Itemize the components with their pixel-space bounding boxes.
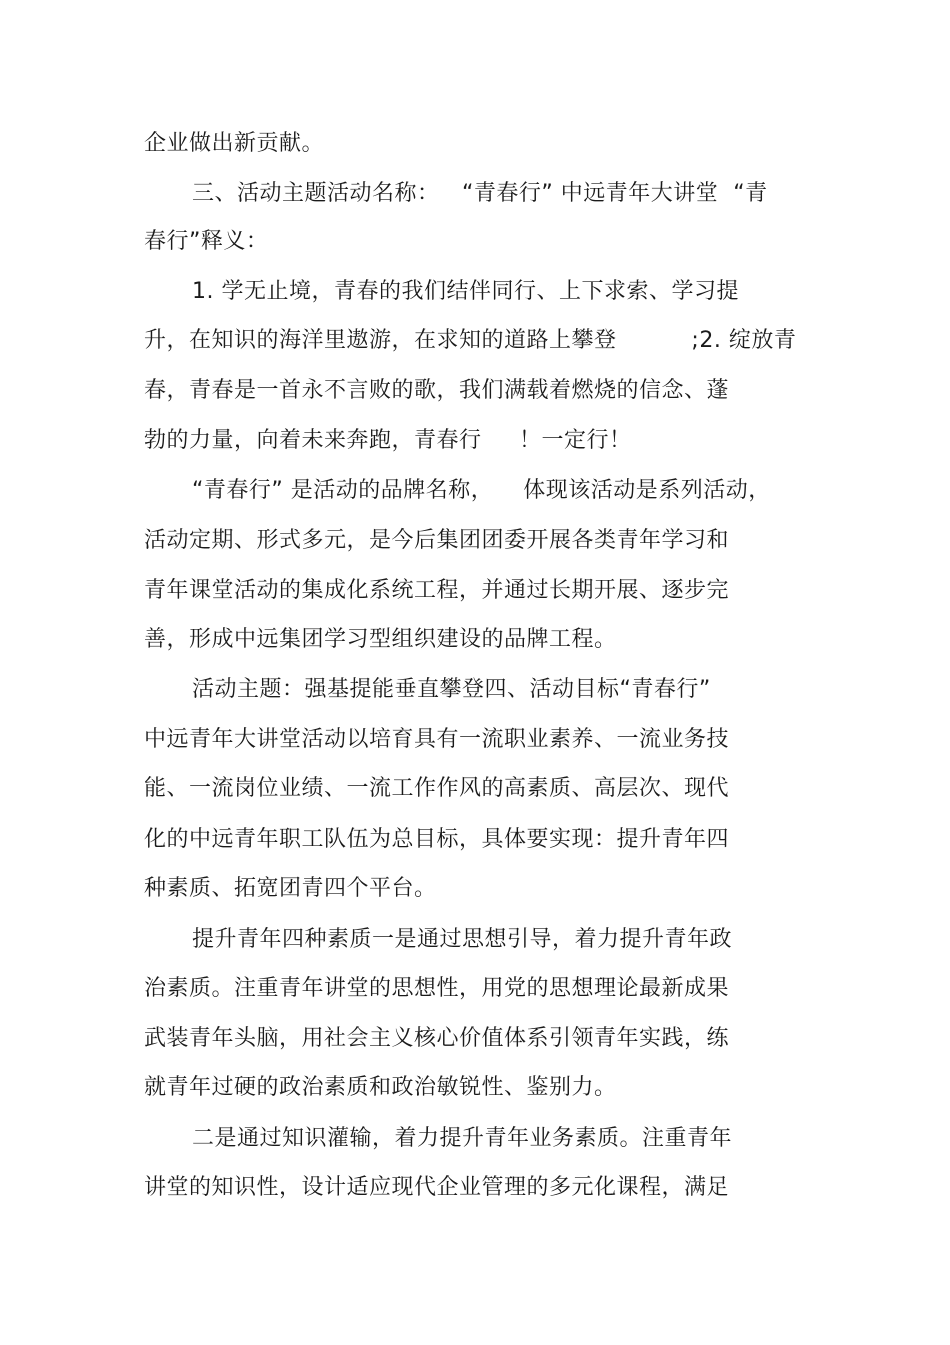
text-line: 春，青春是一首永不言败的歌，我们满载着燃烧的信念、蓬 <box>144 378 730 403</box>
text-line: 二是通过知识灌输，着力提升青年业务素质。注重青年 <box>192 1126 733 1151</box>
text-line: 中远青年大讲堂活动以培育具有一流职业素养、一流业务技 <box>144 727 730 752</box>
text-line: 善，形成中远集团学习型组织建设的品牌工程。 <box>144 627 617 652</box>
text-line: 企业做出新贡献。 <box>144 131 325 156</box>
text-line: 就青年过硬的政治素质和政治敏锐性、鉴别力。 <box>144 1075 617 1100</box>
text-line: 化的中远青年职工队伍为总目标，具体要实现：提升青年四 <box>144 827 730 852</box>
text-line: 治素质。注重青年讲堂的思想性，用党的思想理论最新成果 <box>144 976 730 1001</box>
text-line: 活动定期、形式多元，是今后集团团委开展各类青年学习和 <box>144 528 730 553</box>
text-line: 讲堂的知识性，设计适应现代企业管理的多元化课程，满足 <box>144 1175 730 1200</box>
text-line: 升，在知识的海洋里遨游，在求知的道路上攀登 ;2. 绽放青 <box>144 328 797 353</box>
text-line: 勃的力量，向着未来奔跑，青春行 ！一定行！ <box>144 428 632 453</box>
text-line: 青年课堂活动的集成化系统工程，并通过长期开展、逐步完 <box>144 578 730 603</box>
text-line: 春行”释义： <box>144 229 269 254</box>
text-line: 活动主题：强基提能垂直攀登四、活动目标“青春行” <box>192 677 711 702</box>
text-line: 种素质、拓宽团青四个平台。 <box>144 876 437 901</box>
text-line: 能、一流岗位业绩、一流工作作风的高素质、高层次、现代 <box>144 776 730 801</box>
text-line: 1. 学无止境，青春的我们结伴同行、上下求索、学习提 <box>192 279 739 304</box>
text-line: “青春行” 是活动的品牌名称， 体现该活动是系列活动， <box>192 478 771 503</box>
text-line: 武装青年头脑，用社会主义核心价值体系引领青年实践，练 <box>144 1026 730 1051</box>
text-line: 提升青年四种素质一是通过思想引导，着力提升青年政 <box>192 927 733 952</box>
text-line: 三、活动主题活动名称： “青春行” 中远青年大讲堂 “青 <box>192 181 768 206</box>
